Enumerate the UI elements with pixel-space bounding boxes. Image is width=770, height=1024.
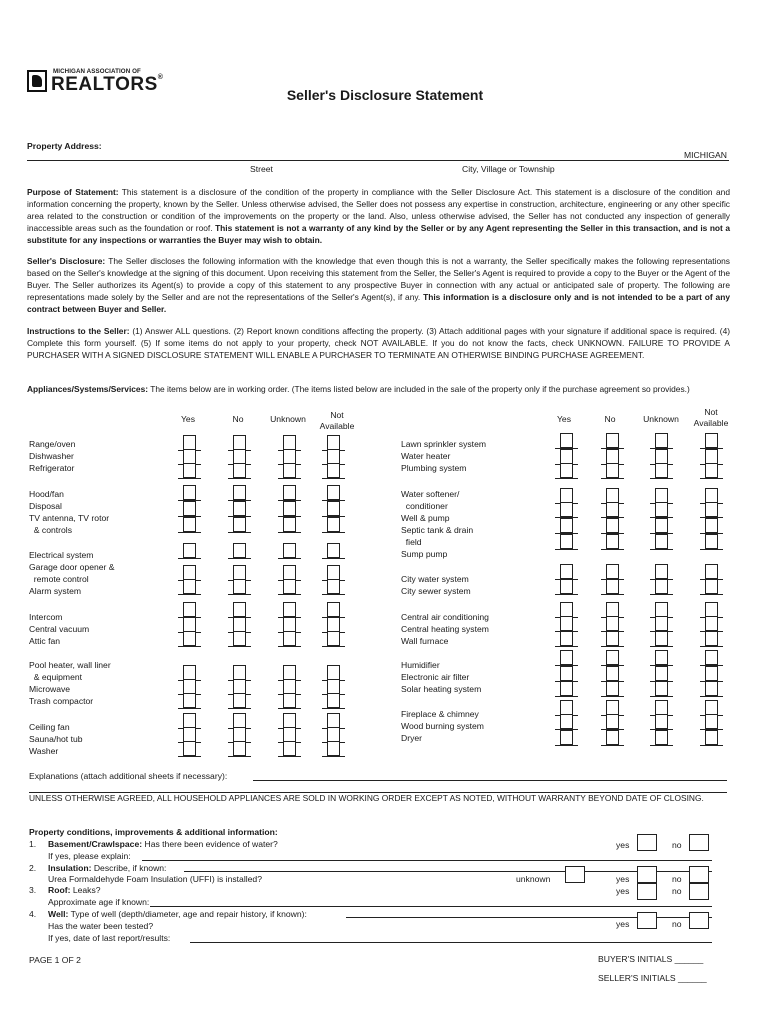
q1-question: Basement/Crawlspace: Has there been evidence of water? [48, 839, 278, 849]
col-not-available-right: Not Available [693, 407, 729, 428]
right-row9-unknown-checkbox[interactable] [655, 579, 668, 594]
right-row6-unknown-checkbox[interactable] [655, 518, 668, 533]
q1-yes-label: yes [616, 840, 630, 850]
left-row14-yes-checkbox[interactable] [183, 679, 196, 694]
right-row3-no-checkbox[interactable] [606, 463, 619, 478]
right-row8-not-available-checkbox[interactable] [705, 564, 718, 579]
right-row10-yes-checkbox[interactable] [560, 602, 573, 617]
left-group-3 [29, 549, 115, 597]
left-row9-not-available-checkbox[interactable] [327, 579, 340, 594]
q2-uffi: Urea Formaldehyde Foam Insulation (UFFI) is installed? [48, 874, 262, 884]
q2-yes-checkbox[interactable] [637, 866, 657, 883]
left-row14-not-available-checkbox[interactable] [327, 679, 340, 694]
item-sauna: Sauna/hot tub [29, 734, 83, 745]
q4-no-checkbox[interactable] [689, 912, 709, 929]
right-row6-yes-checkbox[interactable] [560, 518, 573, 533]
left-row11-not-available-checkbox[interactable] [327, 617, 340, 632]
left-row5-unknown-checkbox[interactable] [283, 501, 296, 516]
left-row10-not-available-checkbox[interactable] [327, 602, 340, 617]
q4-question: Well: Type of well (depth/diameter, age and repair history, if known): [48, 909, 307, 919]
left-row2-not-available-checkbox[interactable] [327, 449, 340, 464]
item-plumbing-system: Plumbing system [401, 463, 467, 474]
right-row2-unknown-checkbox[interactable] [655, 449, 668, 464]
left-row7-yes-checkbox[interactable] [183, 543, 196, 558]
right-row17-not-available-checkbox[interactable] [705, 714, 718, 729]
right-row2-not-available-checkbox[interactable] [705, 449, 718, 464]
right-row10-unknown-checkbox[interactable] [655, 602, 668, 617]
left-row15-yes-checkbox[interactable] [183, 693, 196, 708]
q3-no-checkbox[interactable] [689, 883, 709, 900]
item-alarm-system: Alarm system [29, 586, 82, 597]
item-central-air: Central air conditioning [401, 612, 489, 622]
col-no-left: No [232, 414, 244, 424]
right-group-3 [401, 573, 471, 597]
buyers-initials[interactable]: BUYER'S INITIALS ______ [598, 954, 704, 964]
right-row16-no-checkbox[interactable] [606, 700, 619, 715]
left-row4-unknown-checkbox[interactable] [283, 485, 296, 500]
left-group-5 [29, 659, 111, 707]
right-row10-not-available-checkbox[interactable] [705, 602, 718, 617]
left-row2-unknown-checkbox[interactable] [283, 449, 296, 464]
right-row18-no-checkbox[interactable] [606, 730, 619, 745]
item-dishwasher: Dishwasher [29, 451, 74, 462]
left-row3-not-available-checkbox[interactable] [327, 463, 340, 478]
item-sump-pump: Sump pump [401, 549, 448, 560]
right-row1-no-checkbox[interactable] [606, 433, 619, 448]
right-row2-no-checkbox[interactable] [606, 449, 619, 464]
right-row12-yes-checkbox[interactable] [560, 631, 573, 646]
left-row1-unknown-checkbox[interactable] [283, 435, 296, 450]
left-row2-yes-checkbox[interactable] [183, 449, 196, 464]
left-row14-unknown-checkbox[interactable] [283, 679, 296, 694]
unless-notice: UNLESS OTHERWISE AGREED, ALL HOUSEHOLD APPLIANCES ARE SOLD IN WORKING ORDER EXCEPT AS NOTED, WITHOUT WARRANTY BEYOND DATE OF CLOSING. [29, 793, 704, 803]
item-water-softener: Water softener/ [401, 489, 460, 499]
left-row6-unknown-checkbox[interactable] [283, 517, 296, 532]
right-row17-yes-checkbox[interactable] [560, 714, 573, 729]
conditions-heading: Property conditions, improvements & additional information: [29, 827, 278, 837]
item-hood-fan: Hood/fan [29, 489, 64, 499]
right-row3-not-available-checkbox[interactable] [705, 463, 718, 478]
right-row11-yes-checkbox[interactable] [560, 616, 573, 631]
item-intercom: Intercom [29, 612, 63, 622]
purpose-heading: Purpose of Statement: [27, 187, 119, 197]
explanations-line-1[interactable] [253, 780, 727, 781]
right-row9-yes-checkbox[interactable] [560, 579, 573, 594]
item-city-sewer: City sewer system [401, 586, 471, 597]
left-row9-yes-checkbox[interactable] [183, 579, 196, 594]
right-row3-unknown-checkbox[interactable] [655, 463, 668, 478]
right-row1-not-available-checkbox[interactable] [705, 433, 718, 448]
instructions-section [27, 325, 730, 361]
left-row8-yes-checkbox[interactable] [183, 565, 196, 580]
item-septic-tank: Septic tank & drain [401, 525, 474, 536]
left-row1-not-available-checkbox[interactable] [327, 435, 340, 450]
left-row12-yes-checkbox[interactable] [183, 631, 196, 646]
q2-no-label: no [672, 874, 682, 884]
item-central-heating: Central heating system [401, 624, 489, 635]
left-row1-yes-checkbox[interactable] [183, 435, 196, 450]
left-row6-no-checkbox[interactable] [233, 517, 246, 532]
left-row18-yes-checkbox[interactable] [183, 741, 196, 756]
state-label: MICHIGAN [684, 150, 727, 160]
left-row15-no-checkbox[interactable] [233, 693, 246, 708]
property-address-label: Property Address: [27, 141, 102, 151]
left-row17-unknown-checkbox[interactable] [283, 727, 296, 742]
left-row9-no-checkbox[interactable] [233, 579, 246, 594]
left-row12-unknown-checkbox[interactable] [283, 631, 296, 646]
item-central-vacuum: Central vacuum [29, 624, 90, 635]
left-row6-yes-checkbox[interactable] [183, 517, 196, 532]
right-row2-yes-checkbox[interactable] [560, 449, 573, 464]
left-row8-not-available-checkbox[interactable] [327, 565, 340, 580]
sellers-initials[interactable]: SELLER'S INITIALS ______ [598, 973, 707, 983]
right-row18-not-available-checkbox[interactable] [705, 730, 718, 745]
city-caption: City, Village or Township [462, 164, 555, 174]
instructions-text: (1) Answer ALL questions. (2) Report known conditions affecting the property. (3) Attach additional pages with your signature if additional space is required. (4) Complete this form yourself. (5) If some items do not apply to your property, check NOT AVAILABLE. If you do not know the facts, check UNKNOWN. FAILURE TO PROVIDE A PURCHASER WITH A SIGNED DISCLOSURE STATEMENT WILL ENABLE A PURCHASER TO TERMINATE AN OTHERWISE BINDING PURCHASE AGREEMENT. [27, 326, 731, 361]
address-line[interactable] [27, 160, 729, 161]
right-row1-unknown-checkbox[interactable] [655, 433, 668, 448]
left-row3-yes-checkbox[interactable] [183, 463, 196, 478]
page-number: PAGE 1 OF 2 [29, 955, 81, 965]
right-row15-not-available-checkbox[interactable] [705, 681, 718, 696]
right-row14-unknown-checkbox[interactable] [655, 666, 668, 681]
right-row4-not-available-checkbox[interactable] [705, 488, 718, 503]
left-row4-no-checkbox[interactable] [233, 485, 246, 500]
left-row7-unknown-checkbox[interactable] [283, 543, 296, 558]
left-row7-not-available-checkbox[interactable] [327, 543, 340, 558]
right-row6-no-checkbox[interactable] [606, 518, 619, 533]
left-row4-yes-checkbox[interactable] [183, 485, 196, 500]
left-row13-not-available-checkbox[interactable] [327, 665, 340, 680]
left-row8-unknown-checkbox[interactable] [283, 565, 296, 580]
item-trash-compactor: Trash compactor [29, 696, 94, 707]
col-no-right: No [604, 414, 616, 424]
left-row8-no-checkbox[interactable] [233, 565, 246, 580]
q2-yes-label: yes [616, 874, 630, 884]
right-row13-not-available-checkbox[interactable] [705, 650, 718, 665]
right-row9-no-checkbox[interactable] [606, 579, 619, 594]
left-row16-unknown-checkbox[interactable] [283, 713, 296, 728]
left-row11-yes-checkbox[interactable] [183, 617, 196, 632]
q1-number: 1. [29, 839, 37, 849]
item-tv-controls: & controls [29, 525, 72, 536]
left-row10-yes-checkbox[interactable] [183, 602, 196, 617]
right-row6-not-available-checkbox[interactable] [705, 518, 718, 533]
logo-big-text: REALTORS® [51, 74, 164, 95]
right-row7-yes-checkbox[interactable] [560, 534, 573, 549]
q3-no-label: no [672, 886, 682, 896]
q2-number: 2. [29, 863, 37, 873]
left-row2-no-checkbox[interactable] [233, 449, 246, 464]
right-row1-yes-checkbox[interactable] [560, 433, 573, 448]
left-row11-unknown-checkbox[interactable] [283, 617, 296, 632]
q1-no-label: no [672, 840, 682, 850]
left-group-4 [29, 611, 89, 647]
right-row15-unknown-checkbox[interactable] [655, 681, 668, 696]
sellers-disclosure-section [27, 255, 730, 315]
item-pool-equipment: & equipment [29, 672, 83, 683]
q4-yes-checkbox[interactable] [637, 912, 657, 929]
left-row13-yes-checkbox[interactable] [183, 665, 196, 680]
right-row11-unknown-checkbox[interactable] [655, 616, 668, 631]
right-row15-no-checkbox[interactable] [606, 681, 619, 696]
right-row11-no-checkbox[interactable] [606, 616, 619, 631]
col-yes-right: Yes [556, 414, 572, 424]
right-group-1 [401, 438, 486, 474]
logo-small-text: MICHIGAN ASSOCIATION OF [53, 68, 141, 75]
item-well-pump: Well & pump [401, 513, 450, 524]
left-row18-not-available-checkbox[interactable] [327, 741, 340, 756]
item-refrigerator: Refrigerator [29, 463, 75, 474]
right-group-4 [401, 611, 489, 647]
appliances-heading: Appliances/Systems/Services: [27, 384, 149, 394]
q3-question: Roof: Leaks? [48, 885, 101, 895]
right-row16-not-available-checkbox[interactable] [705, 700, 718, 715]
right-row12-no-checkbox[interactable] [606, 631, 619, 646]
left-group-6 [29, 721, 83, 757]
q4-yes-label: yes [616, 919, 630, 929]
left-row11-no-checkbox[interactable] [233, 617, 246, 632]
item-garage-door: Garage door opener & [29, 562, 115, 573]
left-row5-not-available-checkbox[interactable] [327, 501, 340, 516]
item-lawn-sprinkler: Lawn sprinkler system [401, 439, 487, 449]
page-title: Seller's Disclosure Statement [286, 87, 484, 103]
item-air-filter: Electronic air filter [401, 672, 470, 683]
right-row7-unknown-checkbox[interactable] [655, 534, 668, 549]
col-unknown-left: Unknown [270, 414, 306, 424]
right-row12-not-available-checkbox[interactable] [705, 631, 718, 646]
right-row16-unknown-checkbox[interactable] [655, 700, 668, 715]
q3-yes-checkbox[interactable] [637, 883, 657, 900]
item-humidifier: Humidifier [401, 660, 440, 670]
purpose-section [27, 186, 730, 246]
item-attic-fan: Attic fan [29, 636, 61, 647]
q3-age-label: Approximate age if known: [48, 897, 150, 907]
item-city-water: City water system [401, 574, 469, 584]
q2-unknown-label: unknown [516, 874, 551, 884]
item-disposal: Disposal [29, 501, 62, 512]
item-fireplace: Fireplace & chimney [401, 709, 479, 719]
left-row13-no-checkbox[interactable] [233, 665, 246, 680]
right-row12-unknown-checkbox[interactable] [655, 631, 668, 646]
left-row5-no-checkbox[interactable] [233, 501, 246, 516]
item-range-oven: Range/oven [29, 439, 76, 449]
left-row5-yes-checkbox[interactable] [183, 501, 196, 516]
right-row5-yes-checkbox[interactable] [560, 502, 573, 517]
right-row18-unknown-checkbox[interactable] [655, 730, 668, 745]
left-row16-yes-checkbox[interactable] [183, 713, 196, 728]
left-row13-unknown-checkbox[interactable] [283, 665, 296, 680]
right-row14-yes-checkbox[interactable] [560, 666, 573, 681]
item-wall-furnace: Wall furnace [401, 636, 449, 647]
left-row17-no-checkbox[interactable] [233, 727, 246, 742]
q3-yes-label: yes [616, 886, 630, 896]
left-row14-no-checkbox[interactable] [233, 679, 246, 694]
left-row3-no-checkbox[interactable] [233, 463, 246, 478]
q3-age-line[interactable] [150, 906, 712, 907]
left-row9-unknown-checkbox[interactable] [283, 579, 296, 594]
right-row10-no-checkbox[interactable] [606, 602, 619, 617]
left-row16-no-checkbox[interactable] [233, 713, 246, 728]
item-washer: Washer [29, 746, 59, 757]
right-row13-no-checkbox[interactable] [606, 650, 619, 665]
right-row3-yes-checkbox[interactable] [560, 463, 573, 478]
left-row16-not-available-checkbox[interactable] [327, 713, 340, 728]
q4-tested: Has the water been tested? [48, 921, 154, 931]
right-row17-no-checkbox[interactable] [606, 714, 619, 729]
q4-no-label: no [672, 919, 682, 929]
col-not-available-left: Not Available [319, 410, 355, 431]
right-row13-unknown-checkbox[interactable] [655, 650, 668, 665]
q4-report-label: If yes, date of last report/results: [48, 933, 171, 943]
right-row13-yes-checkbox[interactable] [560, 650, 573, 665]
right-row8-yes-checkbox[interactable] [560, 564, 573, 579]
q1-yes-checkbox[interactable] [637, 834, 657, 851]
purpose-text: This statement is a disclosure of the condition of the property in compliance with the Seller Disclosure Act. This statement is a disclosure of the condition and information concerning the property, known by the Seller. Unless otherwise advised, the Seller does not possess any expertise in construction, architecture, engineering or any other specific area related to the construction or condition of the improvements on the property or the land. Also, unless otherwise advised, the Seller has not conducted any inspection of generally inaccessible areas such as the foundation or roof. [27, 187, 730, 234]
right-row7-no-checkbox[interactable] [606, 534, 619, 549]
right-row18-yes-checkbox[interactable] [560, 730, 573, 745]
disclosure-bold-text: This information is a disclosure only and is not intended to be a part of any contract between Buyer and Seller. [27, 292, 730, 315]
q4-report-line[interactable] [190, 942, 712, 943]
instructions-heading: Instructions to the Seller: [27, 326, 130, 336]
item-conditioner: conditioner [401, 501, 448, 512]
left-row1-no-checkbox[interactable] [233, 435, 246, 450]
left-row3-unknown-checkbox[interactable] [283, 463, 296, 478]
item-ceiling-fan: Ceiling fan [29, 722, 70, 732]
appliances-section [27, 383, 730, 395]
right-row16-yes-checkbox[interactable] [560, 700, 573, 715]
item-remote-control: remote control [29, 574, 89, 585]
item-tv-antenna: TV antenna, TV rotor [29, 513, 110, 524]
left-row10-no-checkbox[interactable] [233, 602, 246, 617]
col-yes-left: Yes [180, 414, 196, 424]
disclosure-text: The Seller discloses the following information with the knowledge that even though this is not a warranty, the Seller specifically makes the following representations based on the Seller's knowledge at the signing of this document. Upon receiving this statement from the Seller, the Seller's Agent is required to provide a copy to the Buyer or the Agent of the Buyer. The Seller authorizes its Agent(s) to provide a copy of this statement to any prospective Buyer in connection with any actual or anticipated sale of property. The following are representations made solely by the Seller and are not the representations of the Seller's Agent(s), if any. [27, 256, 730, 303]
q1-explain-label: If yes, please explain: [48, 851, 131, 861]
left-row12-no-checkbox[interactable] [233, 631, 246, 646]
left-row18-no-checkbox[interactable] [233, 741, 246, 756]
item-solar-heating: Solar heating system [401, 684, 482, 695]
left-row15-unknown-checkbox[interactable] [283, 693, 296, 708]
street-caption: Street [250, 164, 273, 174]
left-row18-unknown-checkbox[interactable] [283, 741, 296, 756]
q4-number: 4. [29, 909, 37, 919]
q2-question: Insulation: Describe, if known: [48, 863, 167, 873]
right-row4-yes-checkbox[interactable] [560, 488, 573, 503]
q4-type-line[interactable] [346, 917, 712, 918]
right-row14-not-available-checkbox[interactable] [705, 666, 718, 681]
right-row17-unknown-checkbox[interactable] [655, 714, 668, 729]
right-row5-no-checkbox[interactable] [606, 502, 619, 517]
right-row8-unknown-checkbox[interactable] [655, 564, 668, 579]
item-drain-field: field [401, 537, 422, 548]
item-electrical-system: Electrical system [29, 550, 94, 560]
q3-number: 3. [29, 885, 37, 895]
col-unknown-right: Unknown [643, 414, 679, 424]
left-group-2 [29, 488, 109, 536]
right-row11-not-available-checkbox[interactable] [705, 616, 718, 631]
q1-explain-line[interactable] [142, 860, 712, 861]
q2-unknown-checkbox[interactable] [565, 866, 585, 883]
item-water-heater: Water heater [401, 451, 451, 462]
purpose-bold-text: This statement is not a warranty of any kind by the Seller or by any Agent representing the Seller in this transaction, and is not a substitute for any inspections or warranties the Buyer may wish to obtain. [27, 223, 730, 246]
left-group-1 [29, 438, 75, 474]
left-row4-not-available-checkbox[interactable] [327, 485, 340, 500]
left-row12-not-available-checkbox[interactable] [327, 631, 340, 646]
left-row17-yes-checkbox[interactable] [183, 727, 196, 742]
right-group-6 [401, 708, 484, 744]
right-group-5 [401, 659, 481, 695]
right-row9-not-available-checkbox[interactable] [705, 579, 718, 594]
left-row15-not-available-checkbox[interactable] [327, 693, 340, 708]
right-row8-no-checkbox[interactable] [606, 564, 619, 579]
right-row14-no-checkbox[interactable] [606, 666, 619, 681]
item-microwave: Microwave [29, 684, 71, 695]
left-row6-not-available-checkbox[interactable] [327, 517, 340, 532]
appliances-text: The items below are in working order. (The items listed below are included in the sale of the property only if the purchase agreement so provides.) [150, 384, 690, 394]
q1-no-checkbox[interactable] [689, 834, 709, 851]
disclosure-heading: Seller's Disclosure: [27, 256, 106, 266]
right-row15-yes-checkbox[interactable] [560, 681, 573, 696]
left-row10-unknown-checkbox[interactable] [283, 602, 296, 617]
explanations-label: Explanations (attach additional sheets if necessary): [29, 771, 228, 781]
right-group-2 [401, 488, 473, 561]
right-row5-not-available-checkbox[interactable] [705, 502, 718, 517]
right-row4-unknown-checkbox[interactable] [655, 488, 668, 503]
item-wood-burning: Wood burning system [401, 721, 484, 732]
left-row7-no-checkbox[interactable] [233, 543, 246, 558]
right-row4-no-checkbox[interactable] [606, 488, 619, 503]
q2-describe-line[interactable] [184, 871, 712, 872]
right-row7-not-available-checkbox[interactable] [705, 534, 718, 549]
item-dryer: Dryer [401, 733, 423, 744]
left-row17-not-available-checkbox[interactable] [327, 727, 340, 742]
right-row5-unknown-checkbox[interactable] [655, 502, 668, 517]
item-pool-heater: Pool heater, wall liner [29, 660, 111, 670]
q2-no-checkbox[interactable] [689, 866, 709, 883]
